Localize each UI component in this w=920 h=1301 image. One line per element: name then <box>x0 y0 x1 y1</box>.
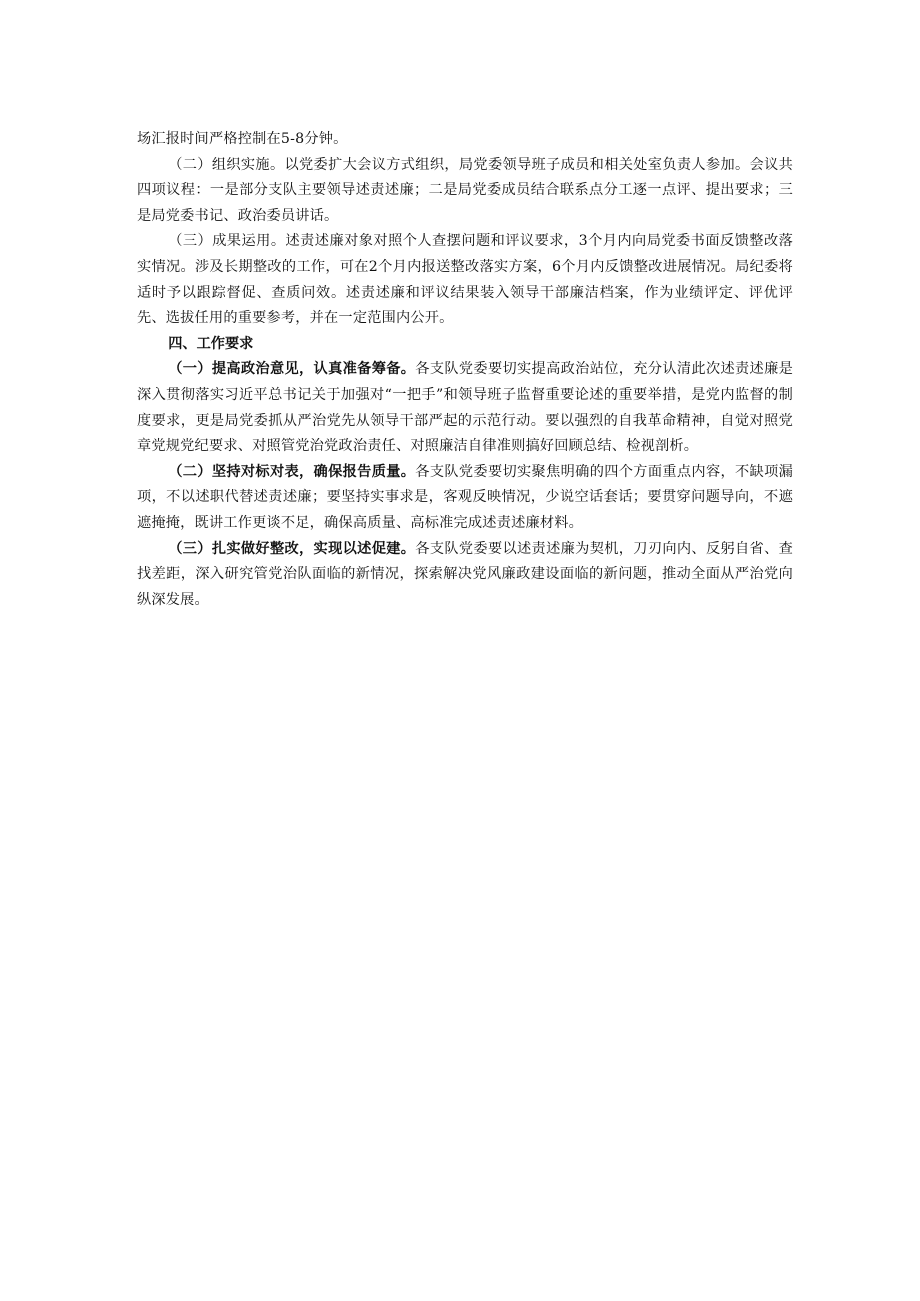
requirement-2-body: 各支队党委要切实聚焦明确的四个方面重点内容，不缺项漏项，不以述职代替述责述廉；要坚持实事求是，客观反映情况，少说空话套话；要贯穿问题导向，不遮遮掩掩，既讲工作更谈不足，确保高质量、高标准完成述责述廉材料。 <box>137 463 794 531</box>
requirement-2-lead: （二）坚持对标对表，确保报告质量。 <box>168 463 416 480</box>
paragraph-report-time: 场汇报时间严格控制在5-8分钟。 <box>137 131 348 147</box>
section-heading-work-requirements: 四、工作要求 <box>168 335 254 352</box>
paragraph-requirement-3 <box>137 537 793 614</box>
requirement-3-lead: （三）扎实做好整改，实现以述促建。 <box>168 540 416 557</box>
paragraph-results-usage: （三）成果运用。述责述廉对象对照个人查摆问题和评议要求，3个月内向局党委书面反馈整改落实情况。涉及长期整改的工作，可在2个月内报送整改落实方案，6个月内反馈整改进展情况。局纪委将适时予以跟踪督促、查质问效。述责述廉和评议结果装入领导干部廉洁档案，作为业绩评定、评优评先、选拔任用的重要参考，并在一定范围内公开。 <box>137 233 793 327</box>
document-page <box>137 127 793 613</box>
paragraph-requirement-2 <box>137 460 793 537</box>
requirement-3-body: 各支队党委要以述责述廉为契机，刀刃向内、反躬自省、查找差距，深入研究管党治队面临的新情况，探索解决党风廉政建设面临的新问题，推动全面从严治党向纵深发展。 <box>137 540 794 608</box>
paragraph-organization: （二）组织实施。以党委扩大会议方式组织，局党委领导班子成员和相关处室负责人参加。会议共四项议程：一是部分支队主要领导述责述廉；二是局党委成员结合联系点分工逐一点评、提出要求；三是局党委书记、政治委员讲话。 <box>137 156 793 224</box>
requirement-1-body: 各支队党委要切实提高政治站位，充分认清此次述责述廉是深入贯彻落实习近平总书记关于加强对“一把手”和领导班子监督重要论述的重要举措，是党内监督的制度要求，更是局党委抓从严治党先从领导干部严起的示范行动。要以强烈的自我革命精神，自觉对照党章党规党纪要求、对照管党治党政治责任、对照廉洁自律准则搞好回顾总结、检视剖析。 <box>137 361 794 455</box>
paragraph-requirement-1 <box>137 357 793 459</box>
requirement-1-lead: （一）提高政治意见，认真准备筹备。 <box>168 361 416 378</box>
